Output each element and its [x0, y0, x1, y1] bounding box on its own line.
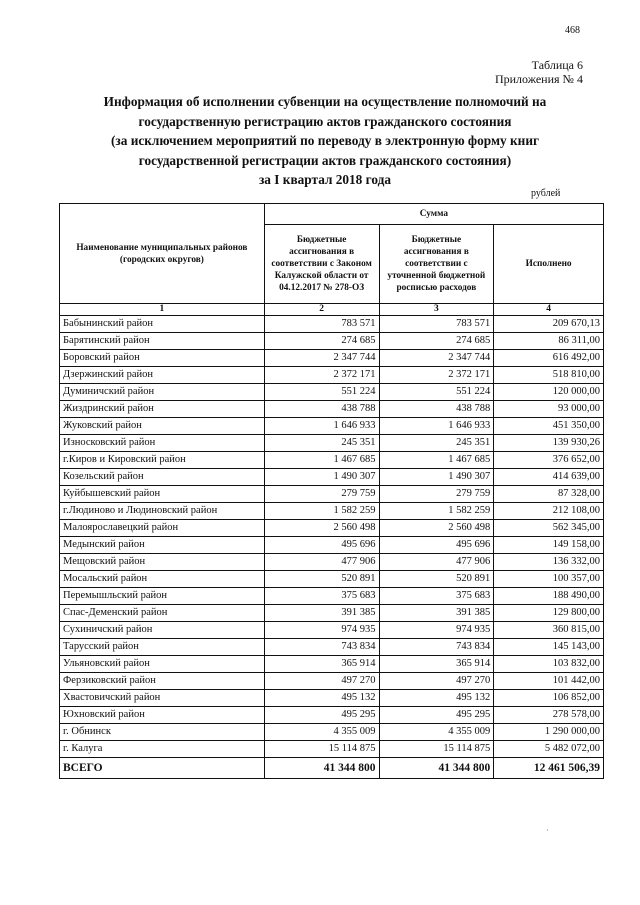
appendix-reference: [495, 58, 583, 86]
municipality-name: Боровский район: [60, 350, 265, 367]
law-allocation: 15 114 875: [264, 741, 379, 758]
law-allocation: 495 295: [264, 707, 379, 724]
executed-amount: 212 108,00: [494, 503, 604, 520]
table-label: Таблица 6: [531, 58, 583, 72]
executed-amount: 209 670,13: [494, 316, 604, 333]
revised-allocation: 551 224: [379, 384, 494, 401]
header-sum: Сумма: [264, 204, 603, 225]
executed-amount: 101 442,00: [494, 673, 604, 690]
municipality-name: Думиничский район: [60, 384, 265, 401]
municipality-name: Медынский район: [60, 537, 265, 554]
column-number: 4: [494, 304, 604, 316]
law-allocation: 274 685: [264, 333, 379, 350]
column-number: 2: [264, 304, 379, 316]
law-allocation: 497 270: [264, 673, 379, 690]
law-allocation: 520 891: [264, 571, 379, 588]
revised-allocation: 743 834: [379, 639, 494, 656]
header-law-allocations: Бюджетные ассигнования в соответствии с Законом Калужской области от 04.12.2017 № 278-ОЗ: [264, 225, 379, 304]
title-line: Информация об исполнении субвенции на осуществление полномочий на: [103, 94, 547, 109]
executed-amount: 376 652,00: [494, 452, 604, 469]
table-body: [60, 316, 604, 758]
municipality-name: Износковский район: [60, 435, 265, 452]
executed-amount: 518 810,00: [494, 367, 604, 384]
revised-allocation: 495 132: [379, 690, 494, 707]
table-row: [60, 673, 604, 690]
table-row: [60, 724, 604, 741]
executed-amount: 278 578,00: [494, 707, 604, 724]
municipality-name: Козельский район: [60, 469, 265, 486]
table-row: [60, 554, 604, 571]
table-row: [60, 418, 604, 435]
table-row: [60, 741, 604, 758]
law-allocation: 245 351: [264, 435, 379, 452]
column-number: 3: [379, 304, 494, 316]
municipality-name: Дзержинский район: [60, 367, 265, 384]
units-label: рублей: [531, 188, 561, 199]
revised-allocation: 783 571: [379, 316, 494, 333]
revised-allocation: 2 372 171: [379, 367, 494, 384]
revised-allocation: 1 582 259: [379, 503, 494, 520]
law-allocation: 743 834: [264, 639, 379, 656]
law-allocation: 495 132: [264, 690, 379, 707]
table-row: [60, 571, 604, 588]
law-allocation: 495 696: [264, 537, 379, 554]
law-allocation: 551 224: [264, 384, 379, 401]
revised-allocation: 1 490 307: [379, 469, 494, 486]
table-row: [60, 333, 604, 350]
table-row: [60, 367, 604, 384]
law-allocation: 279 759: [264, 486, 379, 503]
executed-amount: 129 800,00: [494, 605, 604, 622]
revised-allocation: 1 467 685: [379, 452, 494, 469]
municipality-name: г.Киров и Кировский район: [60, 452, 265, 469]
executed-amount: 120 000,00: [494, 384, 604, 401]
law-allocation: 4 355 009: [264, 724, 379, 741]
column-number: 1: [60, 304, 265, 316]
title-line: государственную регистрацию актов гражданского состояния: [138, 113, 512, 129]
municipality-name: Малоярославецкий район: [60, 520, 265, 537]
total-law: 41 344 800: [264, 758, 379, 779]
appendix-label: Приложения № 4: [494, 72, 583, 86]
law-allocation: 438 788: [264, 401, 379, 418]
table-row: [60, 401, 604, 418]
municipality-name: Сухиничский район: [60, 622, 265, 639]
table-row: [60, 690, 604, 707]
executed-amount: 100 357,00: [494, 571, 604, 588]
table-row: [60, 605, 604, 622]
municipality-name: Мосальский район: [60, 571, 265, 588]
revised-allocation: 2 560 498: [379, 520, 494, 537]
law-allocation: 1 467 685: [264, 452, 379, 469]
table-row: [60, 520, 604, 537]
table-row: [60, 588, 604, 605]
table-row: [60, 503, 604, 520]
table-row: [60, 537, 604, 554]
revised-allocation: 438 788: [379, 401, 494, 418]
revised-allocation: 495 696: [379, 537, 494, 554]
executed-amount: 562 345,00: [494, 520, 604, 537]
table-row: [60, 469, 604, 486]
executed-amount: 136 332,00: [494, 554, 604, 571]
title-line: (за исключением мероприятий по переводу в электронную форму книг: [110, 133, 540, 148]
law-allocation: 783 571: [264, 316, 379, 333]
executed-amount: 106 852,00: [494, 690, 604, 707]
municipality-name: Барятинский район: [60, 333, 265, 350]
municipality-name: Хвастовичский район: [60, 690, 265, 707]
municipality-name: Жуковский район: [60, 418, 265, 435]
law-allocation: 375 683: [264, 588, 379, 605]
table-row: [60, 486, 604, 503]
law-allocation: 1 490 307: [264, 469, 379, 486]
municipality-name: Спас-Деменский район: [60, 605, 265, 622]
revised-allocation: 497 270: [379, 673, 494, 690]
executed-amount: 93 000,00: [494, 401, 604, 418]
municipality-name: Перемышльский район: [60, 588, 265, 605]
executed-amount: 451 350,00: [494, 418, 604, 435]
municipality-name: г.Людиново и Людиновский район: [60, 503, 265, 520]
executed-amount: 149 158,00: [494, 537, 604, 554]
executed-amount: 1 290 000,00: [494, 724, 604, 741]
municipality-name: г. Калуга: [60, 741, 265, 758]
revised-allocation: 1 646 933: [379, 418, 494, 435]
revised-allocation: 274 685: [379, 333, 494, 350]
revised-allocation: 974 935: [379, 622, 494, 639]
revised-allocation: 365 914: [379, 656, 494, 673]
total-label: ВСЕГО: [60, 758, 265, 779]
municipality-name: Бабынинский район: [60, 316, 265, 333]
law-allocation: 2 372 171: [264, 367, 379, 384]
municipality-name: г. Обнинск: [60, 724, 265, 741]
revised-allocation: 375 683: [379, 588, 494, 605]
law-allocation: 477 906: [264, 554, 379, 571]
executed-amount: 188 490,00: [494, 588, 604, 605]
revised-allocation: 2 347 744: [379, 350, 494, 367]
municipality-name: Жиздринский район: [60, 401, 265, 418]
law-allocation: 2 560 498: [264, 520, 379, 537]
table-row: [60, 384, 604, 401]
executed-amount: 145 143,00: [494, 639, 604, 656]
subvention-table: [59, 203, 604, 779]
table-row: [60, 622, 604, 639]
executed-amount: 103 832,00: [494, 656, 604, 673]
law-allocation: 1 646 933: [264, 418, 379, 435]
header-executed: Исполнено: [494, 225, 604, 304]
revised-allocation: 520 891: [379, 571, 494, 588]
title-line: государственной регистрации актов гражданского состояния): [138, 152, 512, 168]
revised-allocation: 15 114 875: [379, 741, 494, 758]
header-revised-allocations: Бюджетные ассигнования в соответствии с уточненной бюджетной росписью расходов: [379, 225, 494, 304]
table-row: [60, 452, 604, 469]
municipality-name: Тарусский район: [60, 639, 265, 656]
law-allocation: 2 347 744: [264, 350, 379, 367]
law-allocation: 365 914: [264, 656, 379, 673]
municipality-name: Ферзиковский район: [60, 673, 265, 690]
revised-allocation: 279 759: [379, 486, 494, 503]
table-row: [60, 435, 604, 452]
revised-allocation: 477 906: [379, 554, 494, 571]
title-line: за I квартал 2018 года: [258, 172, 392, 187]
law-allocation: 1 582 259: [264, 503, 379, 520]
executed-amount: 87 328,00: [494, 486, 604, 503]
executed-amount: 616 492,00: [494, 350, 604, 367]
table-row: [60, 656, 604, 673]
header-municipality: Наименование муниципальных районов (городских округов): [60, 204, 265, 304]
total-revised: 41 344 800: [379, 758, 494, 779]
revised-allocation: 4 355 009: [379, 724, 494, 741]
document-title: [60, 92, 590, 190]
table-row: [60, 707, 604, 724]
revised-allocation: 391 385: [379, 605, 494, 622]
executed-amount: 414 639,00: [494, 469, 604, 486]
law-allocation: 391 385: [264, 605, 379, 622]
municipality-name: Ульяновский район: [60, 656, 265, 673]
revised-allocation: 245 351: [379, 435, 494, 452]
law-allocation: 974 935: [264, 622, 379, 639]
municipality-name: Юхновский район: [60, 707, 265, 724]
executed-amount: 139 930,26: [494, 435, 604, 452]
table-row: [60, 639, 604, 656]
table-row: [60, 316, 604, 333]
municipality-name: Куйбышевский район: [60, 486, 265, 503]
executed-amount: 86 311,00: [494, 333, 604, 350]
municipality-name: Мещовский район: [60, 554, 265, 571]
executed-amount: 360 815,00: [494, 622, 604, 639]
total-row: [60, 758, 604, 779]
revised-allocation: 495 295: [379, 707, 494, 724]
executed-amount: 5 482 072,00: [494, 741, 604, 758]
page-number: 468: [565, 25, 580, 36]
table-row: [60, 350, 604, 367]
total-executed: 12 461 506,39: [494, 758, 604, 779]
scan-mark: ·: [546, 826, 549, 835]
